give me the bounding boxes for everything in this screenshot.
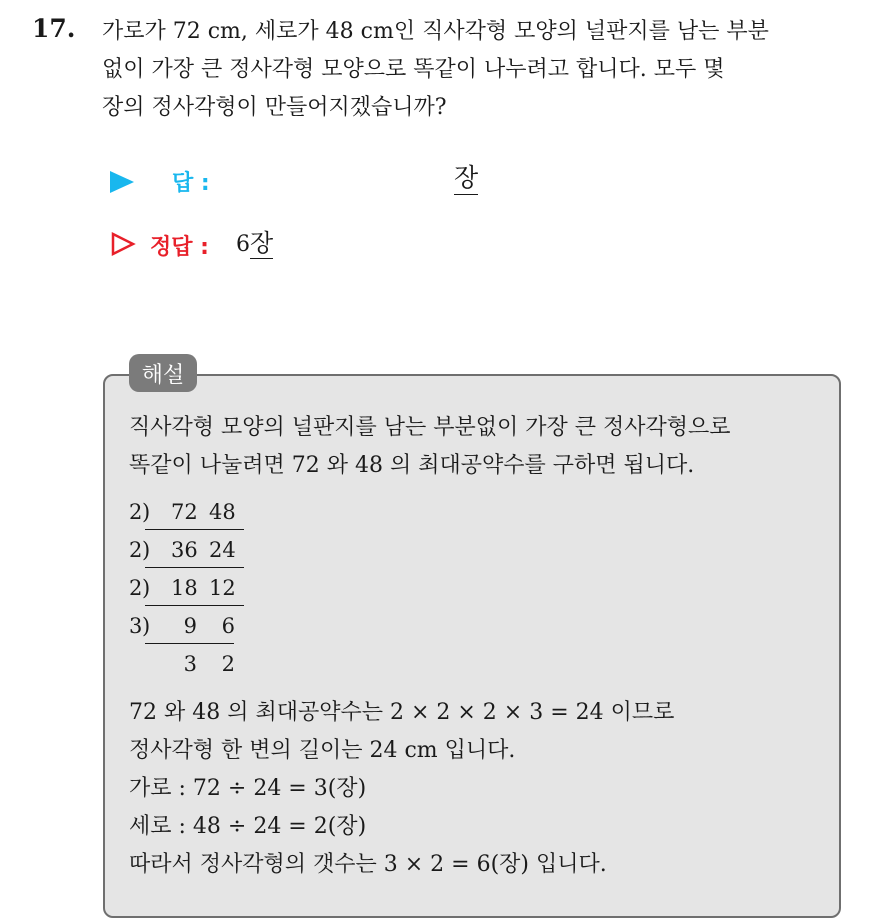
explanation-intro-line: 직사각형 모양의 널판지를 남는 부분없이 가장 큰 정사각형으로: [129, 415, 731, 440]
explanation-intro-line: 똑같이 나눌려면 72 와 48 의 최대공약수를 구하면 됩니다.: [129, 453, 695, 478]
correct-answer-row: [110, 228, 510, 264]
explanation-result-line: 세로 : 48 ÷ 24 = 2(장): [129, 814, 367, 839]
explanation-result-line: 72 와 48 의 최대공약수는 2 × 2 × 2 × 3 = 24 이므로: [129, 700, 675, 725]
correct-answer-value: [236, 228, 273, 260]
correct-answer-unit: 장: [250, 229, 274, 257]
division-value: 9: [183, 614, 197, 638]
division-value: 48: [209, 500, 236, 524]
question-line: 없이 가장 큰 정사각형 모양으로 똑같이 나누려고 합니다. 모두 몇: [102, 57, 725, 82]
division-divisor: 2: [129, 538, 143, 562]
division-value: 24: [209, 538, 236, 562]
division-value: 12: [209, 576, 236, 600]
outline-triangle-icon: [110, 231, 136, 257]
question-text: [102, 13, 862, 127]
division-value: 2: [221, 652, 235, 676]
division-bracket: ): [142, 500, 151, 524]
question-line: 가로가 72 cm, 세로가 48 cm인 직사각형 모양의 널판지를 남는 부분: [102, 19, 769, 44]
answer-unit[interactable]: 장: [454, 164, 478, 195]
explanation-tab: 해설: [129, 354, 197, 392]
question-number: 17.: [32, 14, 76, 43]
division-divisor: 2: [129, 576, 143, 600]
division-bracket: ): [142, 538, 151, 562]
division-bracket: ): [142, 576, 151, 600]
answer-label: 답 :: [172, 171, 210, 196]
division-value: 18: [171, 576, 198, 600]
division-row: [129, 535, 269, 565]
division-underline: [145, 605, 244, 606]
division-value: 36: [171, 538, 198, 562]
division-divisor: 2: [129, 500, 143, 524]
play-triangle-icon: [110, 171, 134, 193]
division-row: [129, 497, 269, 527]
division-row: [129, 573, 269, 603]
division-divisor: 3: [129, 614, 143, 638]
division-row: [129, 611, 269, 641]
explanation-result-line: 정사각형 한 변의 길이는 24 cm 입니다.: [129, 738, 516, 763]
explanation-result-line: 가로 : 72 ÷ 24 = 3(장): [129, 776, 367, 801]
correct-answer-number: 6: [236, 232, 250, 257]
division-value: 6: [221, 614, 235, 638]
division-underline: [145, 567, 244, 568]
division-bracket: ): [142, 614, 151, 638]
division-value: 3: [183, 652, 197, 676]
question-line: 장의 정사각형이 만들어지겠습니까?: [102, 95, 447, 120]
answer-row: [110, 164, 510, 200]
division-underline: [145, 643, 234, 644]
division-underline: [145, 529, 244, 530]
division-row: [129, 649, 269, 679]
correct-answer-label: 정답 :: [150, 235, 209, 260]
division-value: 72: [171, 500, 198, 524]
explanation-result-line: 따라서 정사각형의 갯수는 3 × 2 = 6(장) 입니다.: [129, 852, 607, 877]
